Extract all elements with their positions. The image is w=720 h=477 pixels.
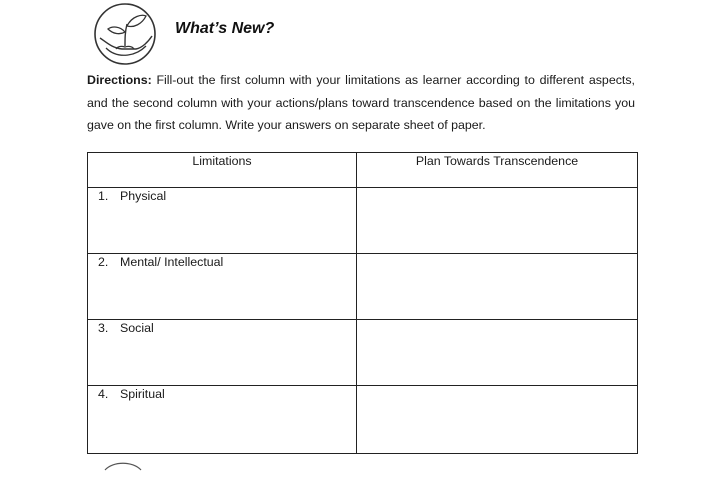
directions-lead: Directions: <box>87 73 152 87</box>
row-number: 4. <box>98 387 109 401</box>
plan-cell[interactable] <box>357 254 638 320</box>
column-header-plan: Plan Towards Transcendence <box>357 153 638 188</box>
limitation-cell <box>88 320 357 386</box>
limitation-cell <box>88 254 357 320</box>
table-row <box>88 188 638 254</box>
limitation-cell <box>88 386 357 454</box>
table-header-row <box>88 153 638 188</box>
column-header-limitations: Limitations <box>88 153 357 188</box>
directions-paragraph <box>87 69 635 137</box>
hands-holding-plant-icon <box>92 2 158 66</box>
table-row <box>88 386 638 454</box>
next-section-icon-edge <box>103 459 143 471</box>
limitation-cell <box>88 188 357 254</box>
table-row <box>88 254 638 320</box>
row-label: Mental/ Intellectual <box>120 255 224 269</box>
row-label: Spiritual <box>120 387 165 401</box>
plan-cell[interactable] <box>357 320 638 386</box>
row-label: Social <box>120 321 154 335</box>
row-number: 1. <box>98 189 109 203</box>
row-number: 2. <box>98 255 109 269</box>
directions-text: Fill-out the first column with your limitations as learner according to different aspects, and the second column with your actions/plans toward transcendence based on the limitations you gave on the first column. Write your answers on separate sheet of paper. <box>87 73 635 132</box>
limitations-table <box>87 152 638 454</box>
plan-cell[interactable] <box>357 386 638 454</box>
row-label: Physical <box>120 189 167 203</box>
plan-cell[interactable] <box>357 188 638 254</box>
table-row <box>88 320 638 386</box>
row-number: 3. <box>98 321 109 335</box>
section-title: What’s New? <box>175 20 275 37</box>
